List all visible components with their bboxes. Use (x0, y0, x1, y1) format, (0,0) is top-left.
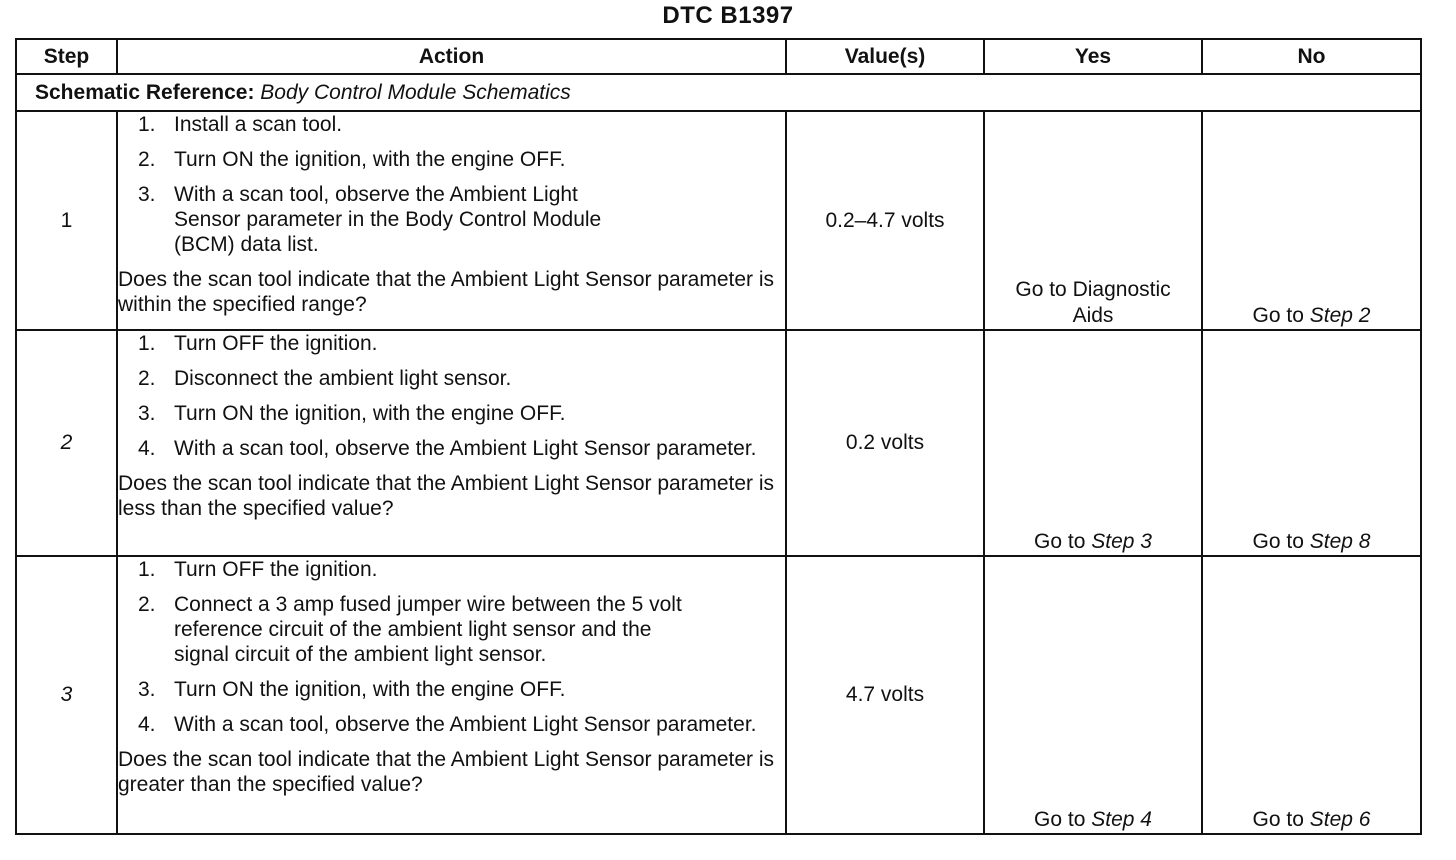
item-number: 3. (138, 402, 156, 425)
list-item (118, 401, 785, 426)
list-item (118, 557, 785, 582)
item-text: With a scan tool, observe the Ambient Light Sensor parameter. (174, 437, 757, 460)
no-link[interactable] (1253, 304, 1371, 327)
action-cell (117, 556, 786, 834)
goto-prefix: Go to (1034, 808, 1086, 831)
goto-prefix: Go to (1034, 530, 1086, 553)
value-cell: 0.2–4.7 volts (786, 111, 984, 330)
item-text: Disconnect the ambient light sensor. (174, 367, 512, 390)
list-item (118, 592, 785, 667)
item-text: With a scan tool, observe the Ambient Light Sensor parameter in the Body Control Module (BCM) data list. (174, 183, 602, 256)
table-row (16, 111, 1421, 330)
goto-target: Step 6 (1309, 808, 1371, 831)
yes-link[interactable]: Go to Diagnostic Aids (1015, 278, 1171, 327)
item-text: Connect a 3 amp fused jumper wire between the 5 volt reference circuit of the ambient light sensor and the signal circuit of the ambient light sensor. (174, 593, 682, 666)
yes-cell (984, 111, 1202, 330)
value-cell: 4.7 volts (786, 556, 984, 834)
item-number: 1. (138, 558, 156, 581)
header-values: Value(s) (786, 39, 984, 74)
item-text: Turn OFF the ignition. (174, 332, 378, 355)
list-item (118, 677, 785, 702)
goto-prefix: Go to (1252, 530, 1304, 553)
table-row (16, 330, 1421, 556)
item-number: 4. (138, 713, 156, 736)
step-number: 3 (16, 556, 117, 834)
list-item (118, 182, 785, 257)
item-number: 2. (138, 148, 156, 171)
item-text: With a scan tool, observe the Ambient Light Sensor parameter. (174, 713, 757, 736)
diagnostic-table (15, 38, 1422, 835)
step-number: 1 (16, 111, 117, 330)
list-item (118, 436, 785, 461)
item-text: Turn OFF the ignition. (174, 558, 378, 581)
goto-target: Step 3 (1091, 530, 1152, 553)
goto-target: Step 4 (1091, 808, 1152, 831)
no-cell (1202, 556, 1421, 834)
schematic-reference-label: Schematic Reference: (35, 80, 255, 104)
header-row (16, 39, 1421, 74)
action-list (118, 557, 785, 737)
item-number: 2. (138, 367, 156, 390)
item-number: 4. (138, 437, 156, 460)
no-cell (1202, 111, 1421, 330)
list-item (118, 112, 785, 137)
no-link[interactable] (1253, 530, 1371, 553)
header-no: No (1202, 39, 1421, 74)
item-text: Turn ON the ignition, with the engine OFF. (174, 402, 566, 425)
yes-link[interactable] (1034, 808, 1152, 831)
header-yes: Yes (984, 39, 1202, 74)
yes-cell (984, 556, 1202, 834)
yes-cell (984, 330, 1202, 556)
question-text: Does the scan tool indicate that the Ambient Light Sensor parameter is less than the specified value? (118, 472, 775, 520)
item-text: Turn ON the ignition, with the engine OFF. (174, 148, 566, 171)
action-list (118, 331, 785, 461)
header-action: Action (117, 39, 786, 74)
goto-target: Step 2 (1309, 304, 1371, 327)
item-number: 2. (138, 593, 156, 616)
question-text: Does the scan tool indicate that the Ambient Light Sensor parameter is greater than the specified value? (118, 748, 775, 796)
list-item (118, 712, 785, 737)
page-title: DTC B1397 (662, 2, 794, 29)
no-cell (1202, 330, 1421, 556)
action-cell (117, 330, 786, 556)
item-number: 3. (138, 183, 156, 206)
schematic-reference-row (16, 74, 1421, 111)
action-cell (117, 111, 786, 330)
table-row (16, 556, 1421, 834)
question-text: Does the scan tool indicate that the Ambient Light Sensor parameter is within the specified range? (118, 268, 775, 316)
goto-target: Step 8 (1309, 530, 1371, 553)
schematic-reference-link[interactable]: Body Control Module Schematics (260, 80, 571, 104)
list-item (118, 331, 785, 356)
action-list (118, 112, 785, 257)
step-number: 2 (16, 330, 117, 556)
goto-prefix: Go to (1252, 304, 1304, 327)
list-item (118, 147, 785, 172)
goto-prefix: Go to (1252, 808, 1304, 831)
value-cell: 0.2 volts (786, 330, 984, 556)
list-item (118, 366, 785, 391)
item-number: 1. (138, 332, 156, 355)
no-link[interactable] (1253, 808, 1371, 831)
item-number: 3. (138, 678, 156, 701)
schematic-reference (16, 74, 1421, 111)
yes-link[interactable] (1034, 530, 1152, 553)
item-text: Turn ON the ignition, with the engine OFF. (174, 678, 566, 701)
header-step: Step (16, 39, 117, 74)
item-number: 1. (138, 113, 156, 136)
item-text: Install a scan tool. (174, 113, 343, 136)
